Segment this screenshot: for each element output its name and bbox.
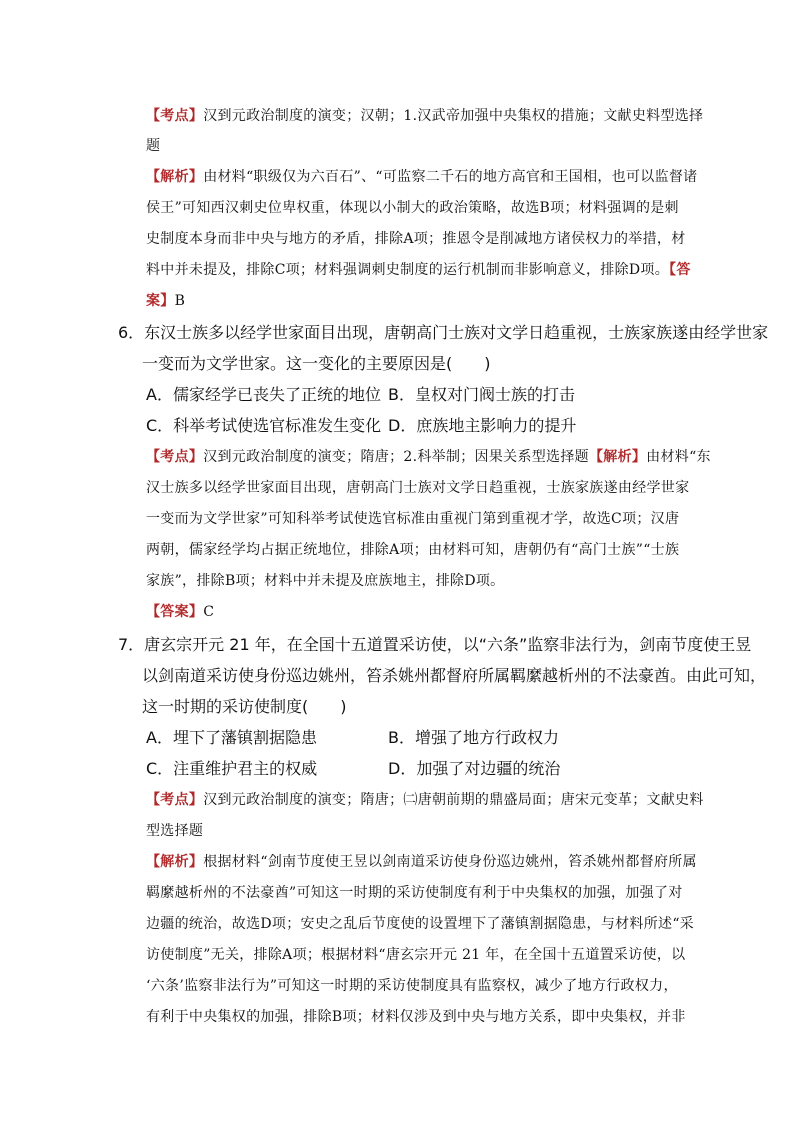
text-line: 有利于中央集权的加强，排除B项；材料仅涉及到中央与地方关系，即中央集权，并非 [146, 1009, 686, 1025]
question-7-stem: 这一时期的采访使制度( ) [142, 697, 347, 716]
text-line: 一变而为文学世家”可知科举考试使选官标准由重视门第到重视才学，故选C项；汉唐 [146, 511, 680, 527]
question-7-stem: 7．唐玄宗开元 21 年，在全国十五道置采访使，以“六条”监察非法行为，剑南节度使王昱 [118, 635, 752, 654]
text-line [146, 259, 691, 279]
kaodian-line-7 [146, 789, 704, 809]
jiexi-line-7 [146, 851, 697, 871]
question-6-stem: 6．东汉士族多以经学世家面目出现，唐朝高门士族对文学日趋重视，士族家族遂由经学世家 [118, 323, 769, 342]
text-line: 史制度本身而非中央与地方的矛盾，排除A项；推恩令是削减地方诸侯权力的举措，材 [146, 231, 686, 247]
text-line: 型选择题 [146, 823, 204, 839]
kaodian-line-5 [146, 105, 703, 125]
answer-line-6 [146, 601, 214, 621]
question-6-option-c: C．科举考试使选官标准发生变化 [146, 416, 382, 435]
text-line: ‘六条’监察非法行为”可知这一时期的采访使制度具有监察权，减少了地方行政权力， [146, 978, 678, 994]
text: 由材料“东 [646, 449, 711, 465]
kaodian-tag: 【考点】 [146, 108, 204, 124]
kaodian-tag: 【考点】 [146, 792, 204, 808]
question-6-stem: 一变而为文学世家。这一变化的主要原因是( ) [142, 354, 491, 373]
text-line: 访使制度”无关，排除A项；根据材料“唐玄宗开元 21 年，在全国十五道置采访使，以 [146, 947, 686, 963]
question-7-option-d: D．加强了对边疆的统治 [388, 759, 561, 778]
text-line: 边疆的统治，故选D项；安史之乱后节度使的设置埋下了藩镇割据隐患，与材料所述“采 [146, 916, 695, 932]
question-7-option-c: C．注重维护君主的权威 [146, 759, 318, 778]
question-6-option-a: A．儒家经学已丧失了正统的地位 [146, 385, 381, 404]
jiexi-tag: 【解析】 [146, 169, 204, 185]
answer-value: C [203, 604, 215, 620]
jiexi-tag: 【解析】 [146, 854, 204, 870]
jiexi-tag: 【解析】 [588, 449, 647, 465]
text: 汉到元政治制度的演变；隋唐；㈡唐朝前期的鼎盛局面；唐宋元变革；文献史料 [203, 792, 704, 808]
text: 汉到元政治制度的演变；汉朝；1.汉武帝加强中央集权的措施；文献史料型选择 [203, 108, 704, 124]
kaodian-tag: 【考点】 [146, 449, 204, 465]
answer-tag-part2: 案】 [146, 293, 175, 309]
question-6-option-b: B．皇权对门阀士族的打击 [388, 385, 575, 404]
jiexi-line-5 [146, 166, 697, 186]
answer-value: B [174, 293, 186, 309]
text-line: 羁縻越析州的不法豪酋”可知这一时期的采访使制度有利于中央集权的加强，加强了对 [146, 885, 683, 901]
text: 汉到元政治制度的演变；隋唐；2.科举制；因果关系型选择题 [203, 449, 589, 465]
text-line: 题 [146, 138, 161, 154]
question-7-option-b: B．增强了地方行政权力 [388, 728, 559, 747]
text-line: 两朝，儒家经学均占据正统地位，排除A项；由材料可知，唐朝仍有“高门士族”“士族 [146, 542, 680, 558]
question-7-stem: 以剑南道采访使身份巡边姚州，笞杀姚州都督府所属羁縻越析州的不法豪酋。由此可知， [142, 666, 767, 685]
question-6-option-d: D．庶族地主影响力的提升 [388, 416, 577, 435]
text: 由材料“职级仅为六百石”、“可监察二千石的地方高官和王国相，也可以监督诸 [203, 169, 698, 185]
answer-tag: 【答案】 [146, 604, 204, 620]
answer-line-5 [146, 290, 185, 310]
text-line: 侯王”可知西汉刺史位卑权重，体现以小制大的政治策略，故选B项；材料强调的是刺 [146, 200, 679, 216]
question-7-option-a: A．埋下了藩镇割据隐患 [146, 728, 317, 747]
kaodian-line-6 [146, 446, 711, 466]
text: 料中并未提及，排除C项；材料强调刺史制度的运行机制而非影响意义，排除D项。 [146, 262, 670, 278]
text-line: 家族”，排除B项；材料中并未提及庶族地主，排除D项。 [146, 573, 505, 589]
answer-tag-part1: 【答 [669, 262, 691, 278]
text-line: 汉士族多以经学世家面目出现，唐朝高门士族对文学日趋重视，士族家族遂由经学世家 [146, 480, 690, 496]
text: 根据材料“剑南节度使王昱以剑南道采访使身份巡边姚州，笞杀姚州都督府所属 [203, 854, 697, 870]
